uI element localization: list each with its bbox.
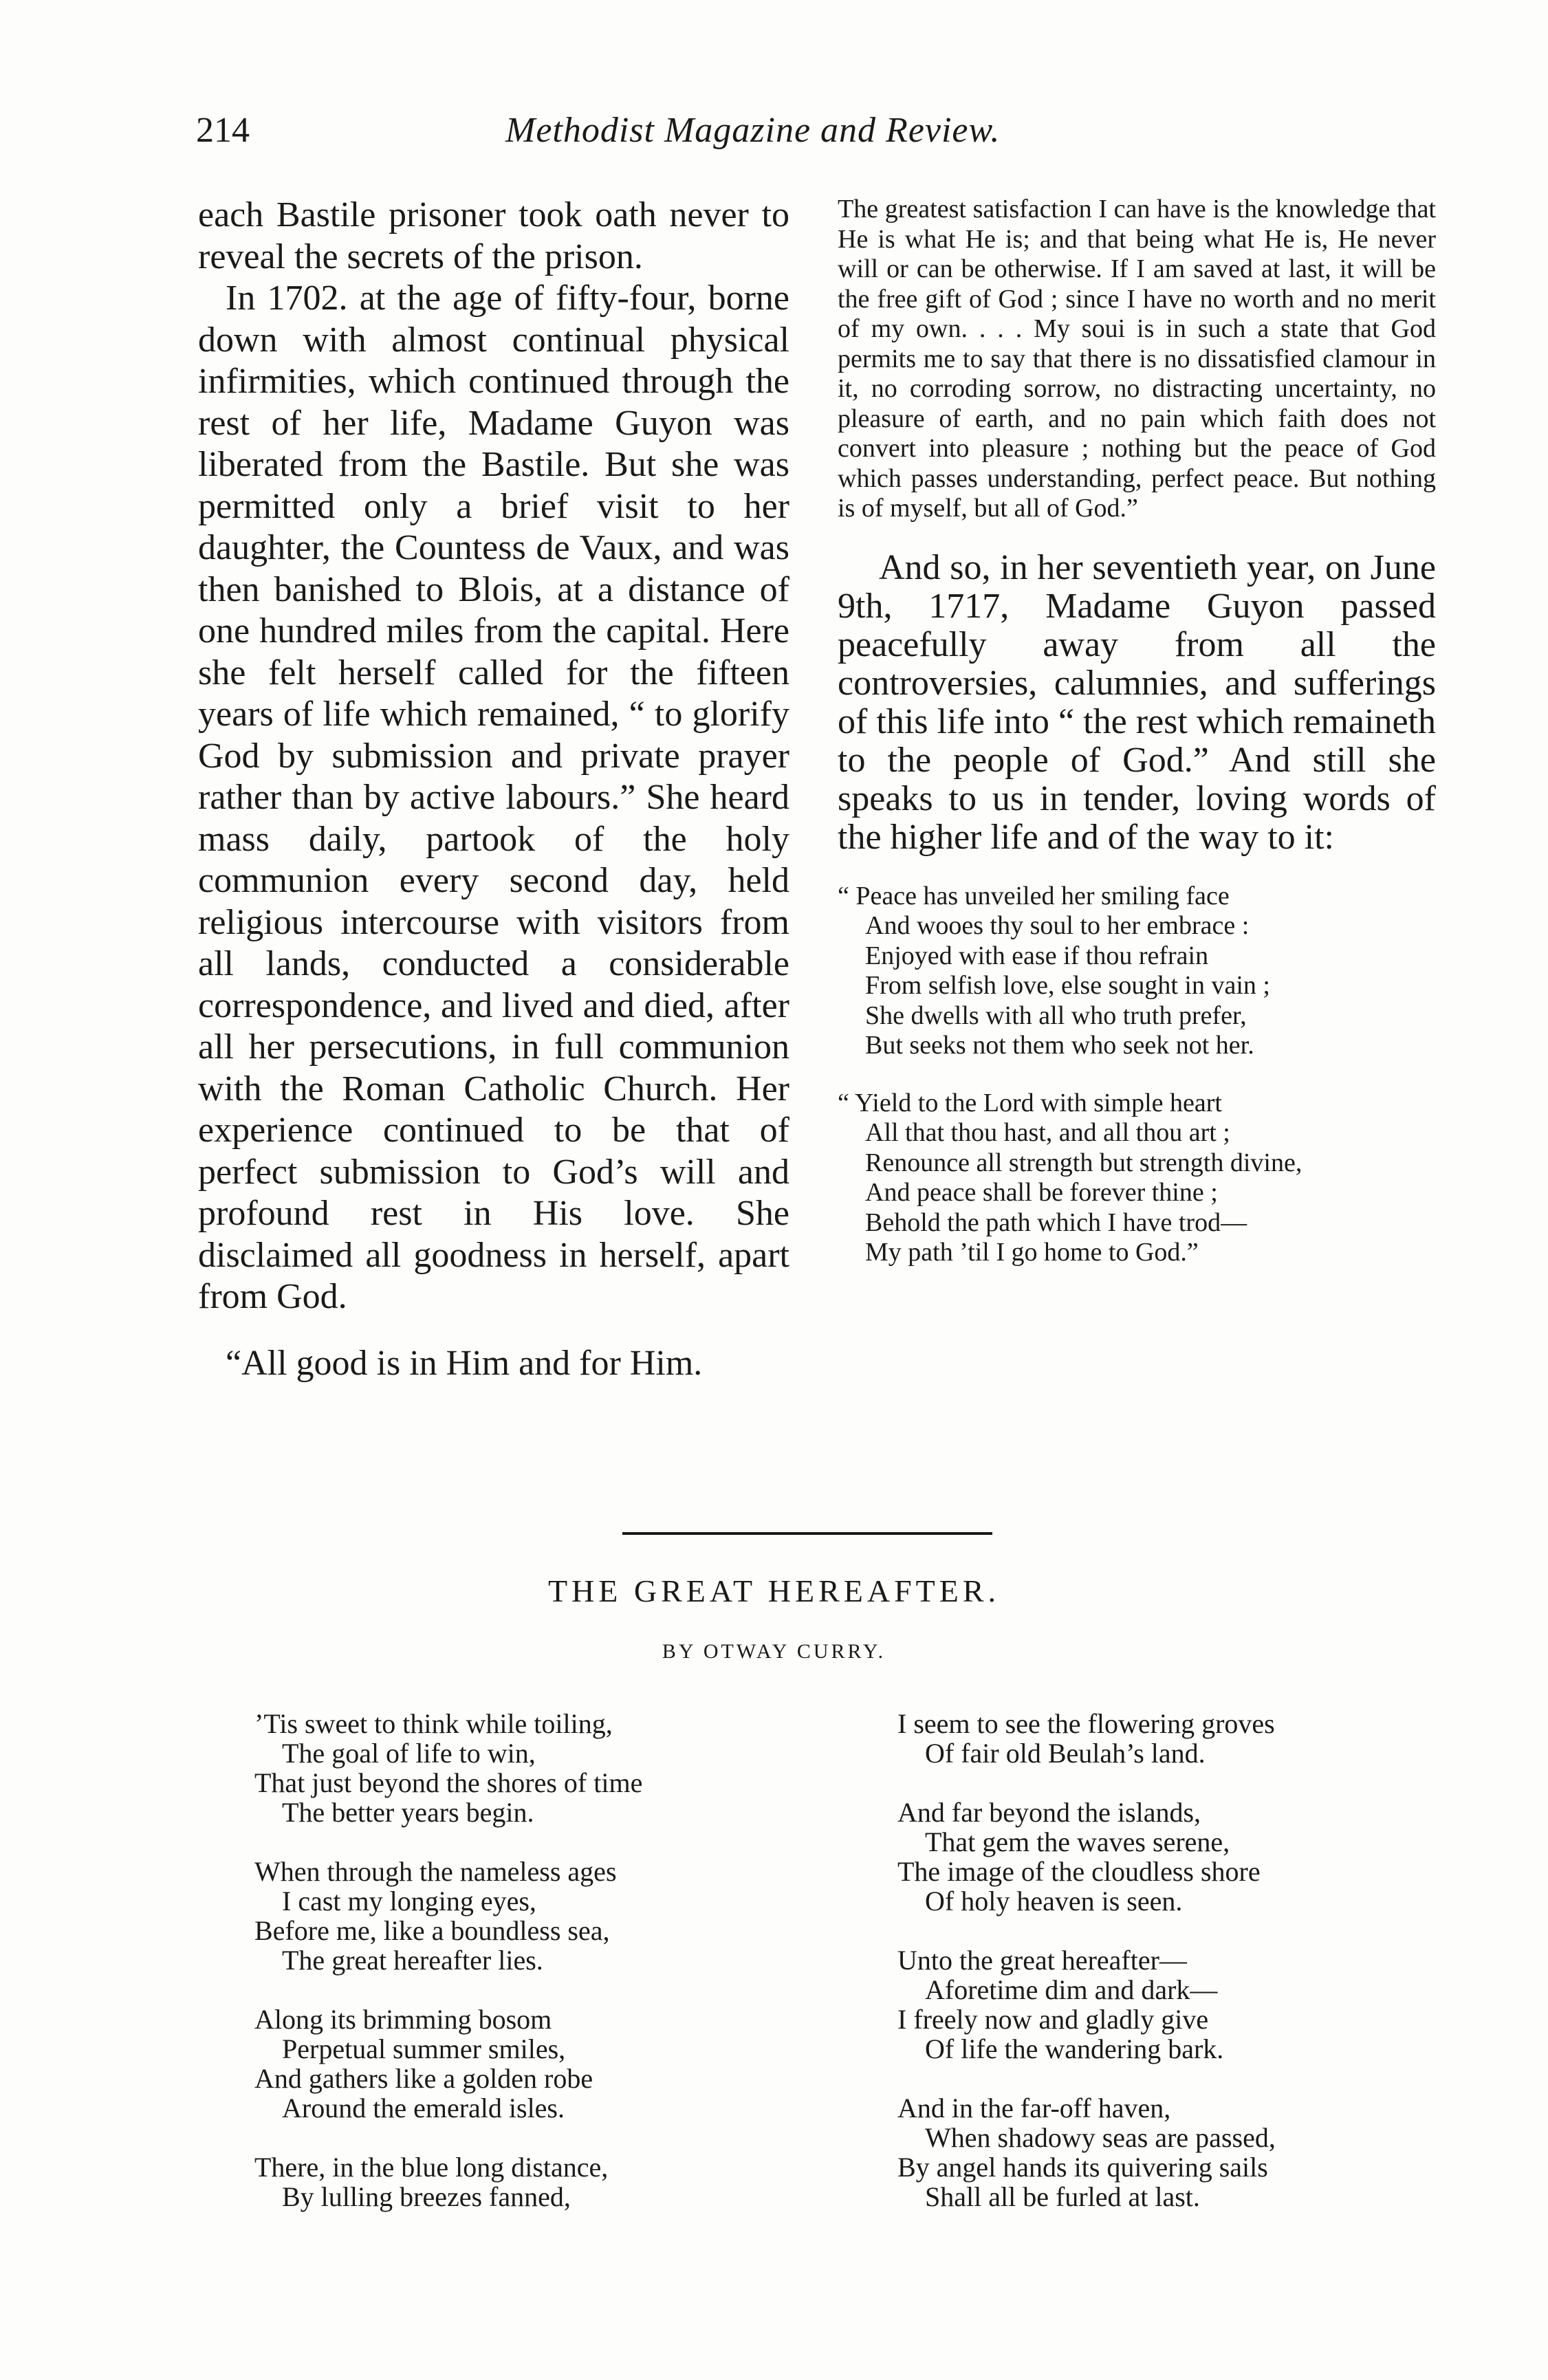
poem-byline: BY OTWAY CURRY.: [662, 1640, 886, 1663]
verse-line: Enjoyed with ease if thou refrain: [865, 941, 1209, 970]
poem-line: Of holy heaven is seen.: [925, 1886, 1183, 1917]
poem-line: When shadowy seas are passed,: [925, 2122, 1276, 2153]
paragraph-2: In 1702. at the age of fifty-four, borne down with almost continual physical infirmities, which continued through the rest of her life, Madame Guyon was liberated from the Bastile. But she was permitted only a brief visit to her daughter, the Countess de Vaux, and was then banished to Blois, at a distance of one hundred miles from the capital. Here she felt herself called for the fifteen years of life which remained, “ to glorify God by submission and private prayer rather than by active labours.” She heard mass daily, partook of the holy communion every second day, held religious intercourse with visitors from all lands, conducted a considerable correspondence, and lived and died, after all her persecutions, in full communion with the Roman Catholic Church. Her experience continued to be that of perfect submission to God’s will and profound rest in His love. She disclaimed all goodness in herself, apart from God.: [198, 279, 789, 1316]
poem-title: THE GREAT HEREAFTER.: [547, 1573, 1001, 1608]
poem-line: Unto the great hereafter—: [897, 1945, 1187, 1976]
poem-line: The image of the cloudless shore: [897, 1856, 1261, 1887]
poem-line: Before me, like a boundless sea,: [254, 1915, 610, 1946]
poem-line: I cast my longing eyes,: [282, 1886, 536, 1917]
verse-line: All that thou hast, and all thou art ;: [865, 1118, 1230, 1147]
verse-line: Behold the path which I have trod—: [865, 1208, 1247, 1237]
poem-line: The goal of life to win,: [282, 1738, 536, 1769]
verse-line: “ Yield to the Lord with simple heart: [838, 1088, 1222, 1117]
verse-line: “ Peace has unveiled her smiling face: [838, 881, 1230, 910]
poem-line: Around the emerald isles.: [282, 2093, 565, 2124]
poem-line: I seem to see the flowering groves: [897, 1708, 1275, 1739]
poem-left-column: [254, 1709, 805, 2241]
poem-line: And gathers like a golden robe: [254, 2063, 593, 2094]
poem-line: Perpetual summer smiles,: [282, 2033, 566, 2064]
running-title: Methodist Magazine and Review.: [505, 111, 1001, 150]
quote-continuation: The greatest satisfaction I can have is the knowledge that He is what He is; and that being what He is, He never will or can be otherwise. If I am saved at last, it will be the free gift of God ; since I have no worth and no merit of my own. . . . My soui is in such a state that God permits me to say that there is no dissatisfied clamour in it, no corroding sorrow, no distracting uncertainty, no pleasure of earth, and no pain which faith does not convert into pleasure ; nothing but the peace of God which passes understanding, perfect peace. But nothing is of myself, but all of God.”: [838, 195, 1436, 523]
poem-line: Of life the wandering bark.: [925, 2033, 1224, 2064]
page-number: 214: [196, 111, 250, 150]
poem-right-column: [897, 1709, 1448, 2241]
verse-line: She dwells with all who truth prefer,: [865, 1001, 1247, 1030]
poem-line: I freely now and gladly give: [897, 2004, 1209, 2035]
poem-line: The better years begin.: [282, 1797, 534, 1828]
quote-opening: “All good is in Him and for Him.: [226, 1343, 703, 1383]
left-column: [198, 195, 789, 1384]
poem-stanza: [254, 1709, 805, 1827]
poem-line: ’Tis sweet to think while toiling,: [254, 1708, 613, 1739]
poem-stanza: [897, 1709, 1448, 1768]
poem-line: The great hereafter lies.: [282, 1945, 543, 1976]
section-divider: [622, 1532, 992, 1535]
poem-line: Along its brimming bosom: [254, 2004, 552, 2035]
right-column: [838, 195, 1436, 1268]
verse-line: Renounce all strength but strength divine,: [865, 1148, 1302, 1177]
poem-stanza: [254, 1857, 805, 1975]
verse-line: And peace shall be forever thine ;: [865, 1178, 1218, 1207]
poem-line: By angel hands its quivering sails: [897, 2152, 1268, 2183]
closing-paragraph: And so, in her seventieth year, on June 9th, 1717, Madame Guyon passed peacefully away from all the controversies, calumnies, and sufferings of this life into “ the rest which remaineth to the people of God.” And still she speaks to us in tender, loving words of the higher life and of the way to it:: [838, 547, 1436, 857]
verse-line: From selfish love, else sought in vain ;: [865, 971, 1270, 1000]
paragraph-1: each Bastile prisoner took oath never to reveal the secrets of the prison.: [198, 195, 789, 276]
poem-line: And far beyond the islands,: [897, 1797, 1201, 1828]
poem-stanza: [897, 1945, 1448, 2064]
verse-stanza-1: [838, 882, 1436, 1061]
verse-line: And wooes thy soul to her embrace :: [865, 911, 1250, 940]
poem-line: Aforetime dim and dark—: [925, 1974, 1218, 2005]
poem-line: Shall all be furled at last.: [925, 2181, 1200, 2212]
poem-stanza: [897, 1798, 1448, 1916]
poem-line: That gem the waves serene,: [925, 1826, 1230, 1857]
poem-stanza: [254, 2152, 805, 2212]
poem-line: By lulling breezes fanned,: [282, 2181, 571, 2212]
poem-line: Of fair old Beulah’s land.: [925, 1738, 1206, 1769]
poem-line: And in the far-off haven,: [897, 2093, 1171, 2124]
page-header: [196, 110, 1427, 165]
verse-line: My path ’til I go home to God.”: [865, 1238, 1199, 1267]
poem-line: There, in the blue long distance,: [254, 2152, 609, 2183]
verse-line: But seeks not them who seek not her.: [865, 1031, 1254, 1060]
poem-line: That just beyond the shores of time: [254, 1767, 643, 1798]
verse-stanza-2: [838, 1089, 1436, 1268]
poem-line: When through the nameless ages: [254, 1856, 617, 1887]
poem-stanza: [897, 2093, 1448, 2212]
poem-stanza: [254, 2005, 805, 2123]
